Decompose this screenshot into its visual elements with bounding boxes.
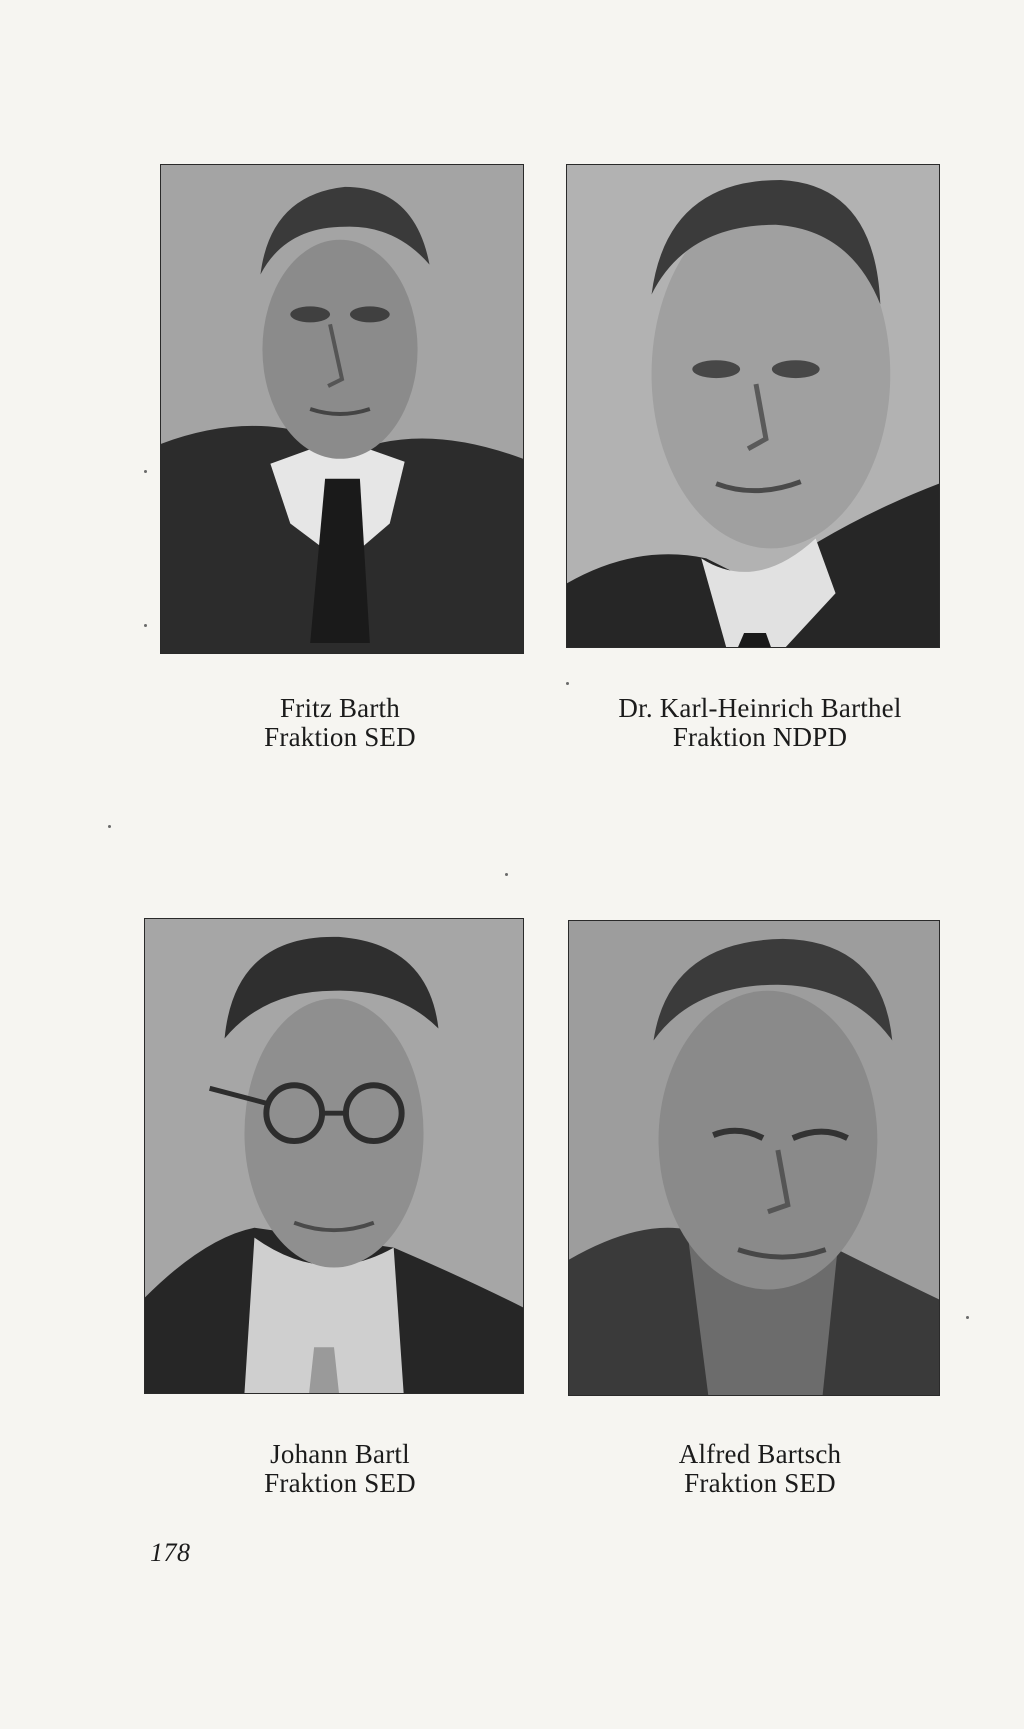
speck [108, 825, 111, 828]
portrait-photo-fritz-barth [160, 164, 524, 654]
portrait-photo-karl-heinrich-barthel [566, 164, 940, 648]
caption-entry-2 [550, 694, 970, 752]
speck [566, 682, 569, 685]
speck [144, 470, 147, 473]
person-name: Alfred Bartsch [678, 1439, 842, 1469]
caption-entry-4 [550, 1440, 970, 1498]
person-name: Fritz Barth [280, 693, 400, 723]
caption-entry-1 [130, 694, 550, 752]
person-faction: Fraktion NDPD [672, 722, 848, 752]
caption-entry-3 [130, 1440, 550, 1498]
speck [505, 873, 508, 876]
speck [144, 624, 147, 627]
person-faction: Fraktion SED [264, 1468, 416, 1498]
portrait-photo-alfred-bartsch [568, 920, 940, 1396]
person-faction: Fraktion SED [264, 722, 416, 752]
speck [966, 1316, 969, 1319]
page-number: 178 [150, 1538, 191, 1567]
person-name: Dr. Karl-Heinrich Barthel [618, 693, 902, 723]
person-faction: Fraktion SED [684, 1468, 836, 1498]
person-name: Johann Bartl [270, 1439, 410, 1469]
portrait-photo-johann-bartl [144, 918, 524, 1394]
